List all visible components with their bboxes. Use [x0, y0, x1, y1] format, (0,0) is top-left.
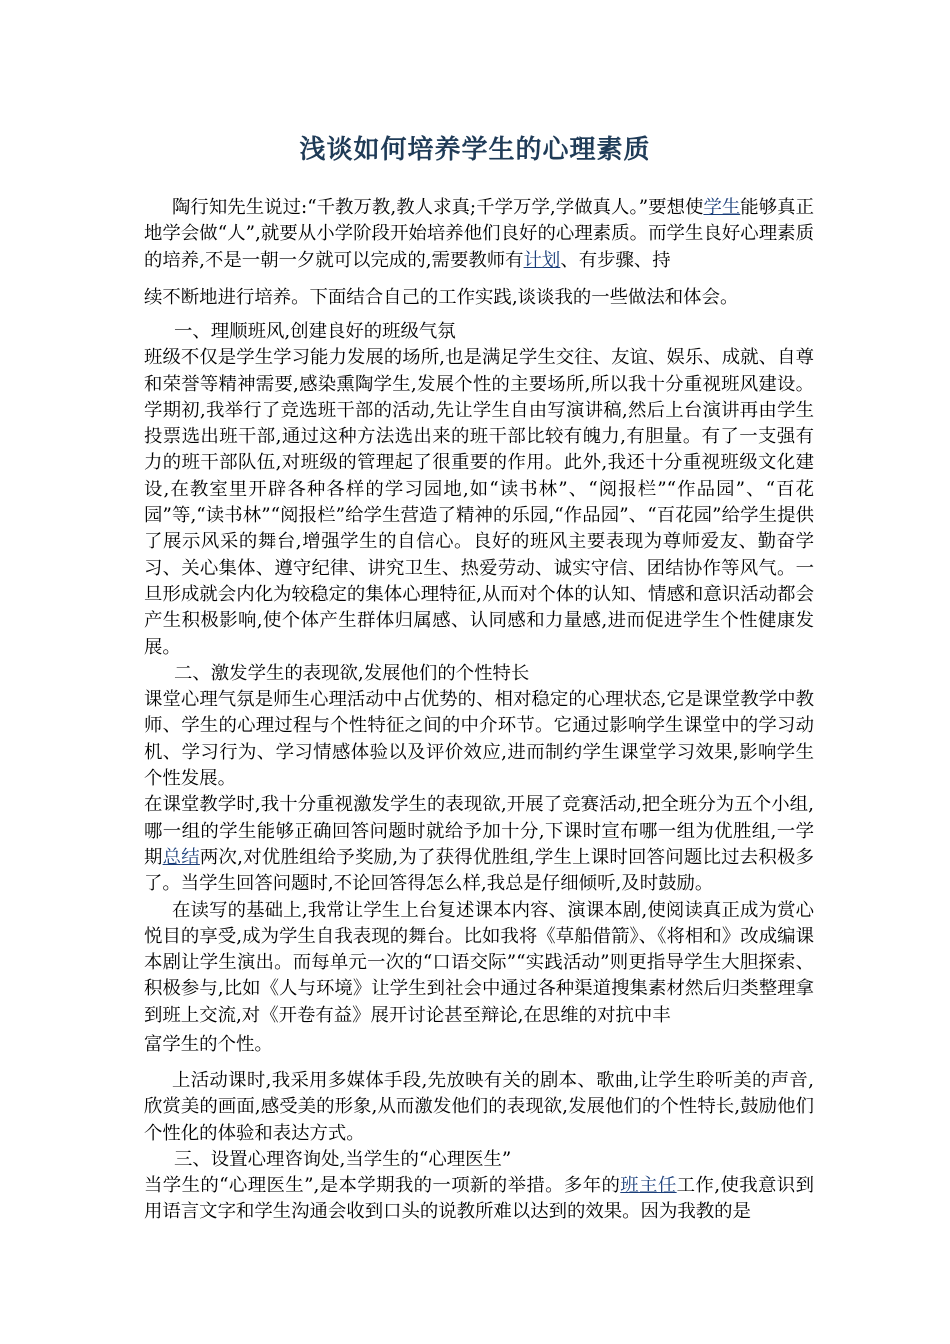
link-zongjie[interactable]: 总结 [162, 846, 200, 868]
section3-text-2: 工作,使我意识到用语言文字和学生沟通会收到口头的说教所难以达到的效果。因为我教的是 [144, 1175, 814, 1223]
section1-heading: 一、理顺班风,创建良好的班级气氛 [174, 321, 456, 342]
link-jihua[interactable]: 计划 [523, 249, 561, 271]
document-title: 浅谈如何培养学生的心理素质 [299, 135, 651, 165]
section2-p4-block [144, 1068, 814, 1226]
section2-paragraph-4: 上活动课时,我采用多媒体手段,先放映有关的剧本、歌曲,让学生聆听美的声音,欣赏美的画面,感受美的形象,从而激发他们的表现欲,发展他们的个性特长,鼓励他们个性化的体验和表达方式。 [144, 1070, 814, 1144]
intro-text-3: 、有步骤、持 [560, 249, 671, 271]
section3-paragraph [144, 1173, 814, 1226]
section3-text-1: 当学生的“心理医生”,是本学期我的一项新的举措。多年的 [144, 1175, 621, 1197]
section2-p2-text-1: 在课堂教学时,我十分重视激发学生的表现欲,开展了竞赛活动,把全班分为五个小组,哪一组的学生能够正确回答问题时就给予加十分,下课时宣布哪一组为优胜组,一学期 [144, 794, 814, 868]
section2-p3-last-block [144, 1032, 814, 1058]
intro-last-block [144, 285, 814, 311]
section1-paragraph: 班级不仅是学生学习能力发展的场所,也是满足学生交往、友谊、娱乐、成就、自尊和荣誉等精神需要,感染熏陶学生,发展个性的主要场所,所以我十分重视班风建设。学期初,我举行了竞选班干部的活动,先让学生自由写演讲稿,然后上台演讲再由学生投票选出班干部,通过这种方法选出来的班干部比较有魄力,有胆量。有了一支强有力的班干部队伍,对班级的管理起了很重要的作用。此外,我还十分重视班级文化建设,在教室里开辟各种各样的学习园地,如“读书林”、“阅报栏”“作品园”、“百花园”等,“读书林”“阅报栏”给学生营造了精神的乐园,“作品园”、“百花园”给学生提供了展示风采的舞台,增强学生的自信心。良好的班风主要表现为尊师爱友、勤奋学习、关心集体、遵守纪律、讲究卫生、热爱劳动、诚实守信、团结协作等风气。一旦形成就会内化为较稳定的集体心理特征,从而对个体的认知、情感和意识活动都会产生积极影响,使个体产生群体归属感、认同感和力量感,进而促进学生个性健康发展。 [144, 347, 814, 658]
intro-block [144, 195, 814, 274]
intro-last-line: 续不断地进行培养。下面结合自己的工作实践,谈谈我的一些做法和体会。 [144, 287, 739, 308]
link-xuesheng[interactable]: 学生 [703, 197, 741, 218]
section2-paragraph-3-last: 富学生的个性。 [144, 1034, 273, 1055]
section2-paragraph-1: 课堂心理气氛是师生心理活动中占优势的、相对稳定的心理状态,它是课堂教学中教师、学生的心理过程与个性特征之间的中介环节。它通过影响学生课堂中的学习动机、学习行为、学习情感体验以及评价效应,进而制约学生课堂学习效果,影响学生个性发展。 [144, 689, 814, 790]
intro-text-1: 陶行知先生说过:“千教万教,教人求真;千学万学,学做真人。”要想使 [172, 197, 704, 218]
intro-paragraph [144, 195, 814, 274]
link-banzhuren[interactable]: 班主任 [620, 1175, 677, 1197]
section2-paragraph-2 [144, 792, 814, 897]
section2-paragraph-3: 在读写的基础上,我常让学生上台复述课本内容、演课本剧,使阅读真正成为赏心悦目的享受,成为学生自我表现的舞台。比如我将《草船借箭》、《将相和》改成编课本剧让学生演出。而每单元一次的“口语交际”“实践活动”则更指导学生大胆探索、积极参与,比如《人与环境》让学生到社会中通过各种渠道搜集素材然后归类整理拿到班上交流,对《开卷有益》展开讨论甚至辩论,在思维的对抗中丰 [144, 899, 814, 1026]
section3-heading: 三、设置心理咨询处,当学生的“心理医生” [174, 1148, 512, 1170]
intro-text-2: 能够真正地学会做“人”,就要从小学阶段开始培养他们良好的心理素质。而学生良好心理素质的培养,不是一朝一夕就可以完成的,需要教师有 [144, 197, 814, 271]
section1-block [144, 319, 814, 1029]
section2-heading: 二、激发学生的表现欲,发展他们的个性特长 [174, 662, 530, 684]
section2-p2-text-2: 两次,对优胜组给予奖励,为了获得优胜组,学生上课时回答问题比过去积极多了。当学生回答问题时,不论回答得怎么样,我总是仔细倾听,及时鼓励。 [144, 846, 814, 895]
